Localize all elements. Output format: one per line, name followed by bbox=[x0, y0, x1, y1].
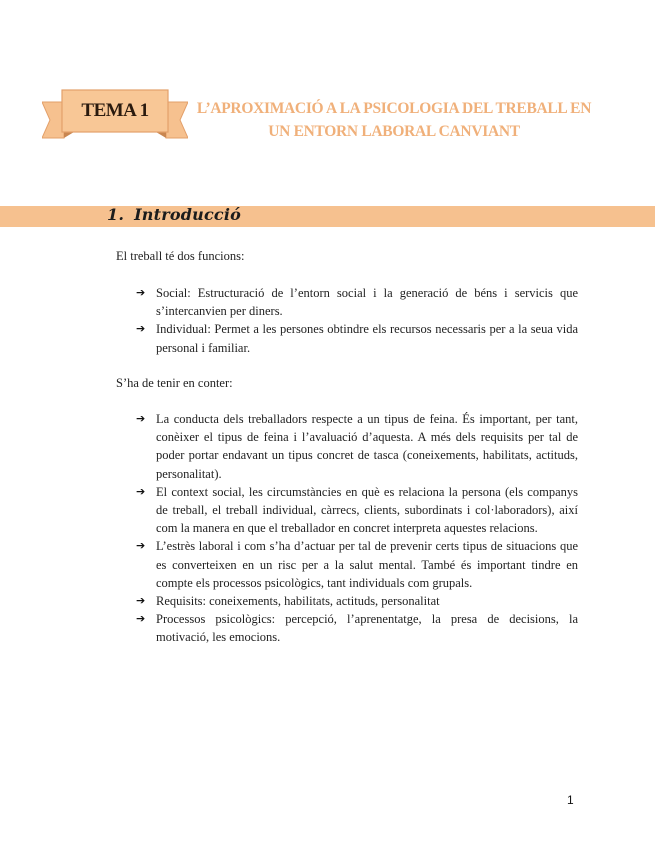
page-number: 1 bbox=[567, 793, 574, 807]
document-title: L’APROXIMACIÓ A LA PSICOLOGIA DEL TREBALL EN UN ENTORN LABORAL CANVIANT bbox=[196, 100, 592, 140]
intro-paragraph-functions: El treball té dos funcions: bbox=[116, 249, 245, 263]
arrow-icon: ➔ bbox=[136, 594, 146, 608]
arrow-icon: ➔ bbox=[136, 539, 146, 553]
considerations-list bbox=[116, 410, 578, 647]
section-number: 1. bbox=[107, 205, 125, 224]
arrow-icon: ➔ bbox=[136, 412, 146, 425]
topic-ribbon bbox=[42, 88, 188, 144]
list-item bbox=[116, 284, 578, 320]
list-item bbox=[116, 320, 578, 356]
list-item bbox=[116, 410, 578, 483]
arrow-icon: ➔ bbox=[136, 286, 146, 299]
list-item-text: El context social, les circumstàncies en què es relaciona la persona (els companys de treball, el treball individual, càrrecs, clients, subordinats i col·laboradors), així com la manera en que el treballador en concret interpreta aquestes relacions. bbox=[156, 484, 578, 536]
list-item-text: Requisits: coneixements, habilitats, actituds, personalitat bbox=[156, 594, 440, 609]
list-item bbox=[116, 483, 578, 538]
list-item-text: La conducta dels treballadors respecte a un tipus de feina. És important, per tant, conèixer el tipus de feina i l’avaluació d’aquesta. A més dels requisits per tal de poder portar endavant un tipus concret de tasca (coneixements, habilitats, actituds, personalitat). bbox=[156, 412, 578, 481]
section-band bbox=[0, 206, 655, 227]
list-item bbox=[116, 592, 578, 610]
section-title: Introducció bbox=[134, 205, 241, 224]
arrow-icon: ➔ bbox=[136, 484, 146, 498]
arrow-icon: ➔ bbox=[136, 322, 146, 336]
functions-list bbox=[116, 284, 578, 357]
list-item-text: Social: Estructuració de l’entorn social i la generació de béns i servicis que s’intercanvien per diners. bbox=[156, 286, 578, 319]
intro-paragraph-considerations: S’ha de tenir en conter: bbox=[116, 376, 233, 390]
topic-badge: TEMA 1 bbox=[81, 100, 149, 121]
section-heading bbox=[107, 205, 241, 224]
list-item-text: Individual: Permet a les persones obtindre els recursos necessaris per a la seua vida personal i familiar. bbox=[156, 322, 578, 355]
list-item bbox=[116, 537, 578, 592]
arrow-icon: ➔ bbox=[136, 612, 146, 626]
list-item-text: L’estrès laboral i com s’ha d’actuar per tal de prevenir certs tipus de situacions que es converteixen en un risc per a la salut mental. També és important tindre en compte els processos psicològics, tant individuals com grupals. bbox=[156, 539, 578, 590]
list-item-text: Processos psicològics: percepció, l’aprenentatge, la presa de decisions, la motivació, les emocions. bbox=[156, 612, 578, 645]
list-item bbox=[116, 610, 578, 646]
